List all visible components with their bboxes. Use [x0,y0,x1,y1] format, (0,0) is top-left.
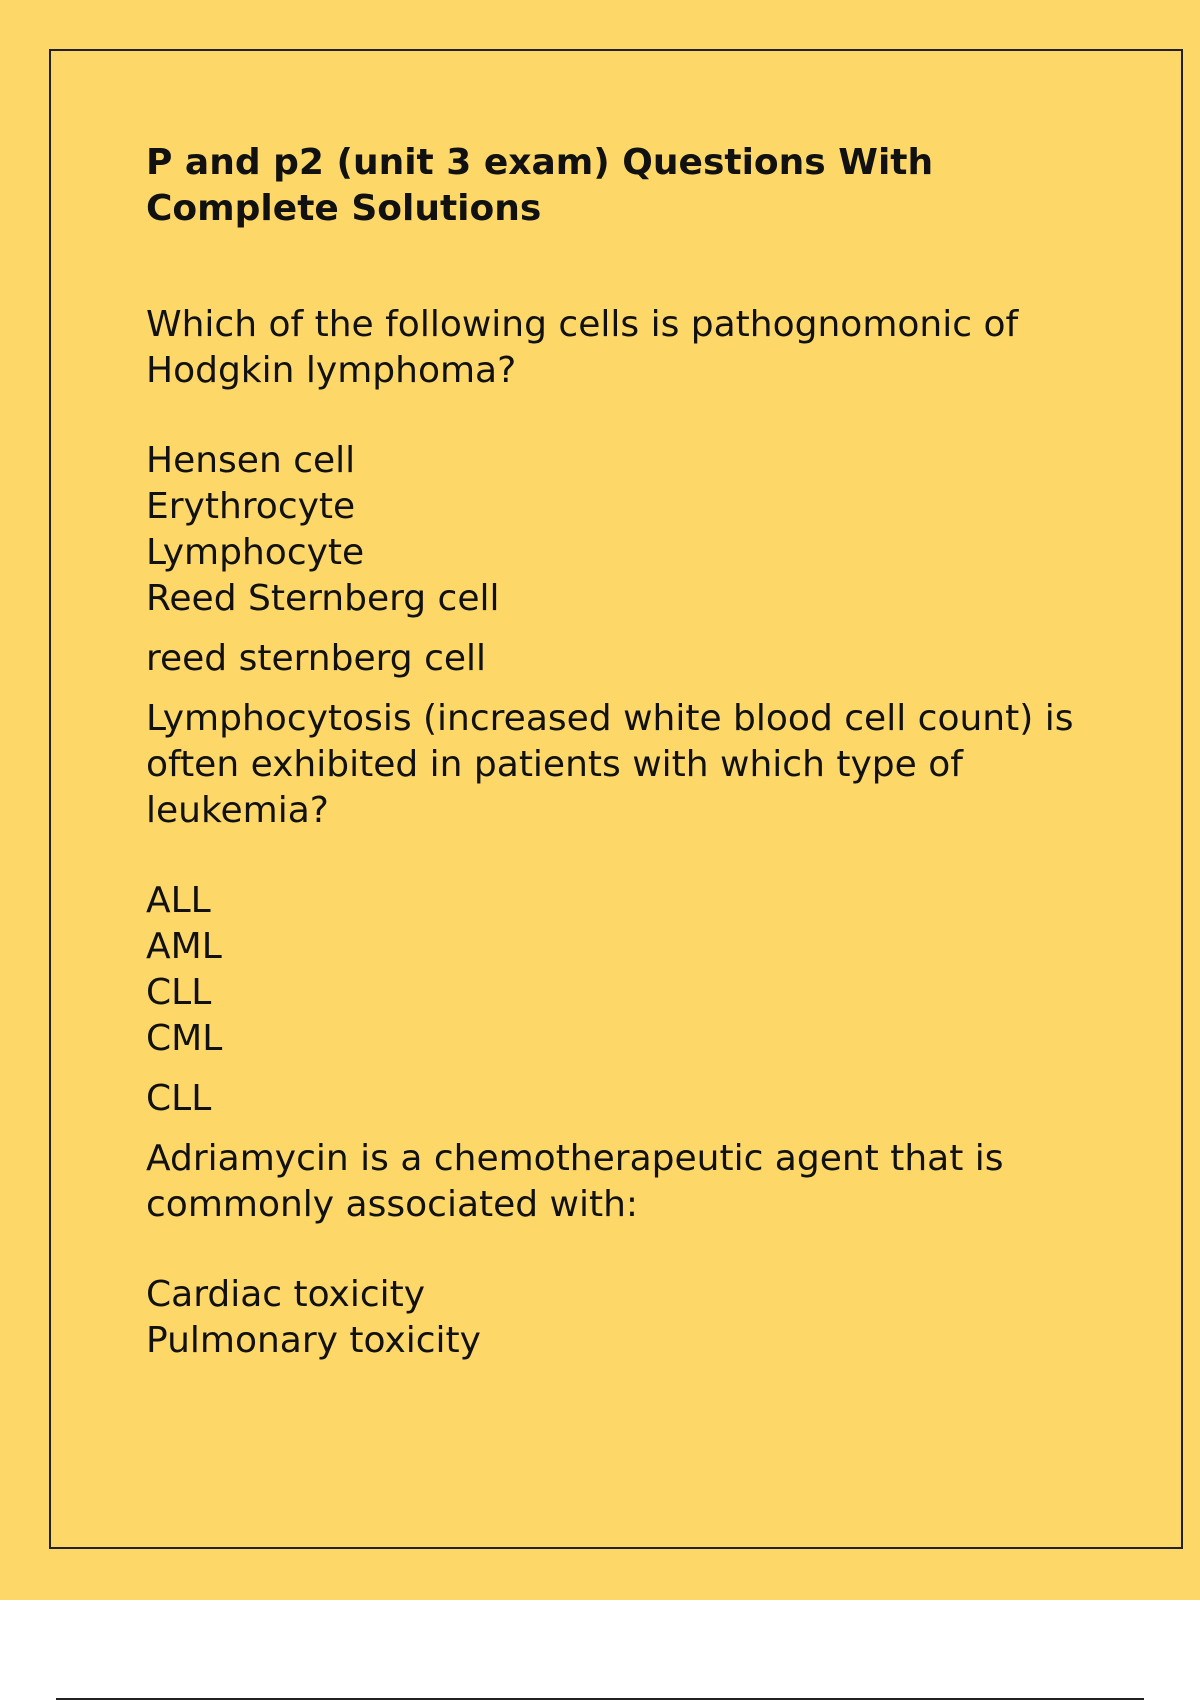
question-1-answer: reed sternberg cell [146,638,487,679]
question-1-option-2: Erythrocyte [146,486,356,527]
question-2-option-3: CLL [146,972,212,1013]
title-spacer [146,232,1106,302]
document-content [146,140,1106,1364]
question-2-text: Lymphocytosis (increased white blood cell count) is often exhibited in patients with which type of leukemia? [146,698,1074,831]
question-2-answer: CLL [146,1078,212,1119]
question-2-option-1: ALL [146,880,211,921]
document-title: P and p2 (unit 3 exam) Questions With Complete Solutions [146,142,934,229]
question-2-option-4: CML [146,1018,223,1059]
question-1-option-3: Lymphocyte [146,532,365,573]
question-3-options [146,1272,1106,1364]
question-block-1 [146,302,1106,682]
question-block-3 [146,1136,1106,1364]
question-1-options [146,438,1106,622]
block-gap [146,682,1106,696]
question-1-option-4: Reed Sternberg cell [146,578,500,619]
question-3-text: Adriamycin is a chemotherapeutic agent that is commonly associated with: [146,1138,1004,1225]
block-gap [146,1122,1106,1136]
question-block-2 [146,696,1106,1122]
question-3-option-2: Pulmonary toxicity [146,1320,481,1361]
question-1-option-1: Hensen cell [146,440,356,481]
question-2-option-2: AML [146,926,222,967]
question-2-options [146,878,1106,1062]
question-3-option-1: Cardiac toxicity [146,1274,426,1315]
question-1-text: Which of the following cells is pathognomonic of Hodgkin lymphoma? [146,304,1019,391]
